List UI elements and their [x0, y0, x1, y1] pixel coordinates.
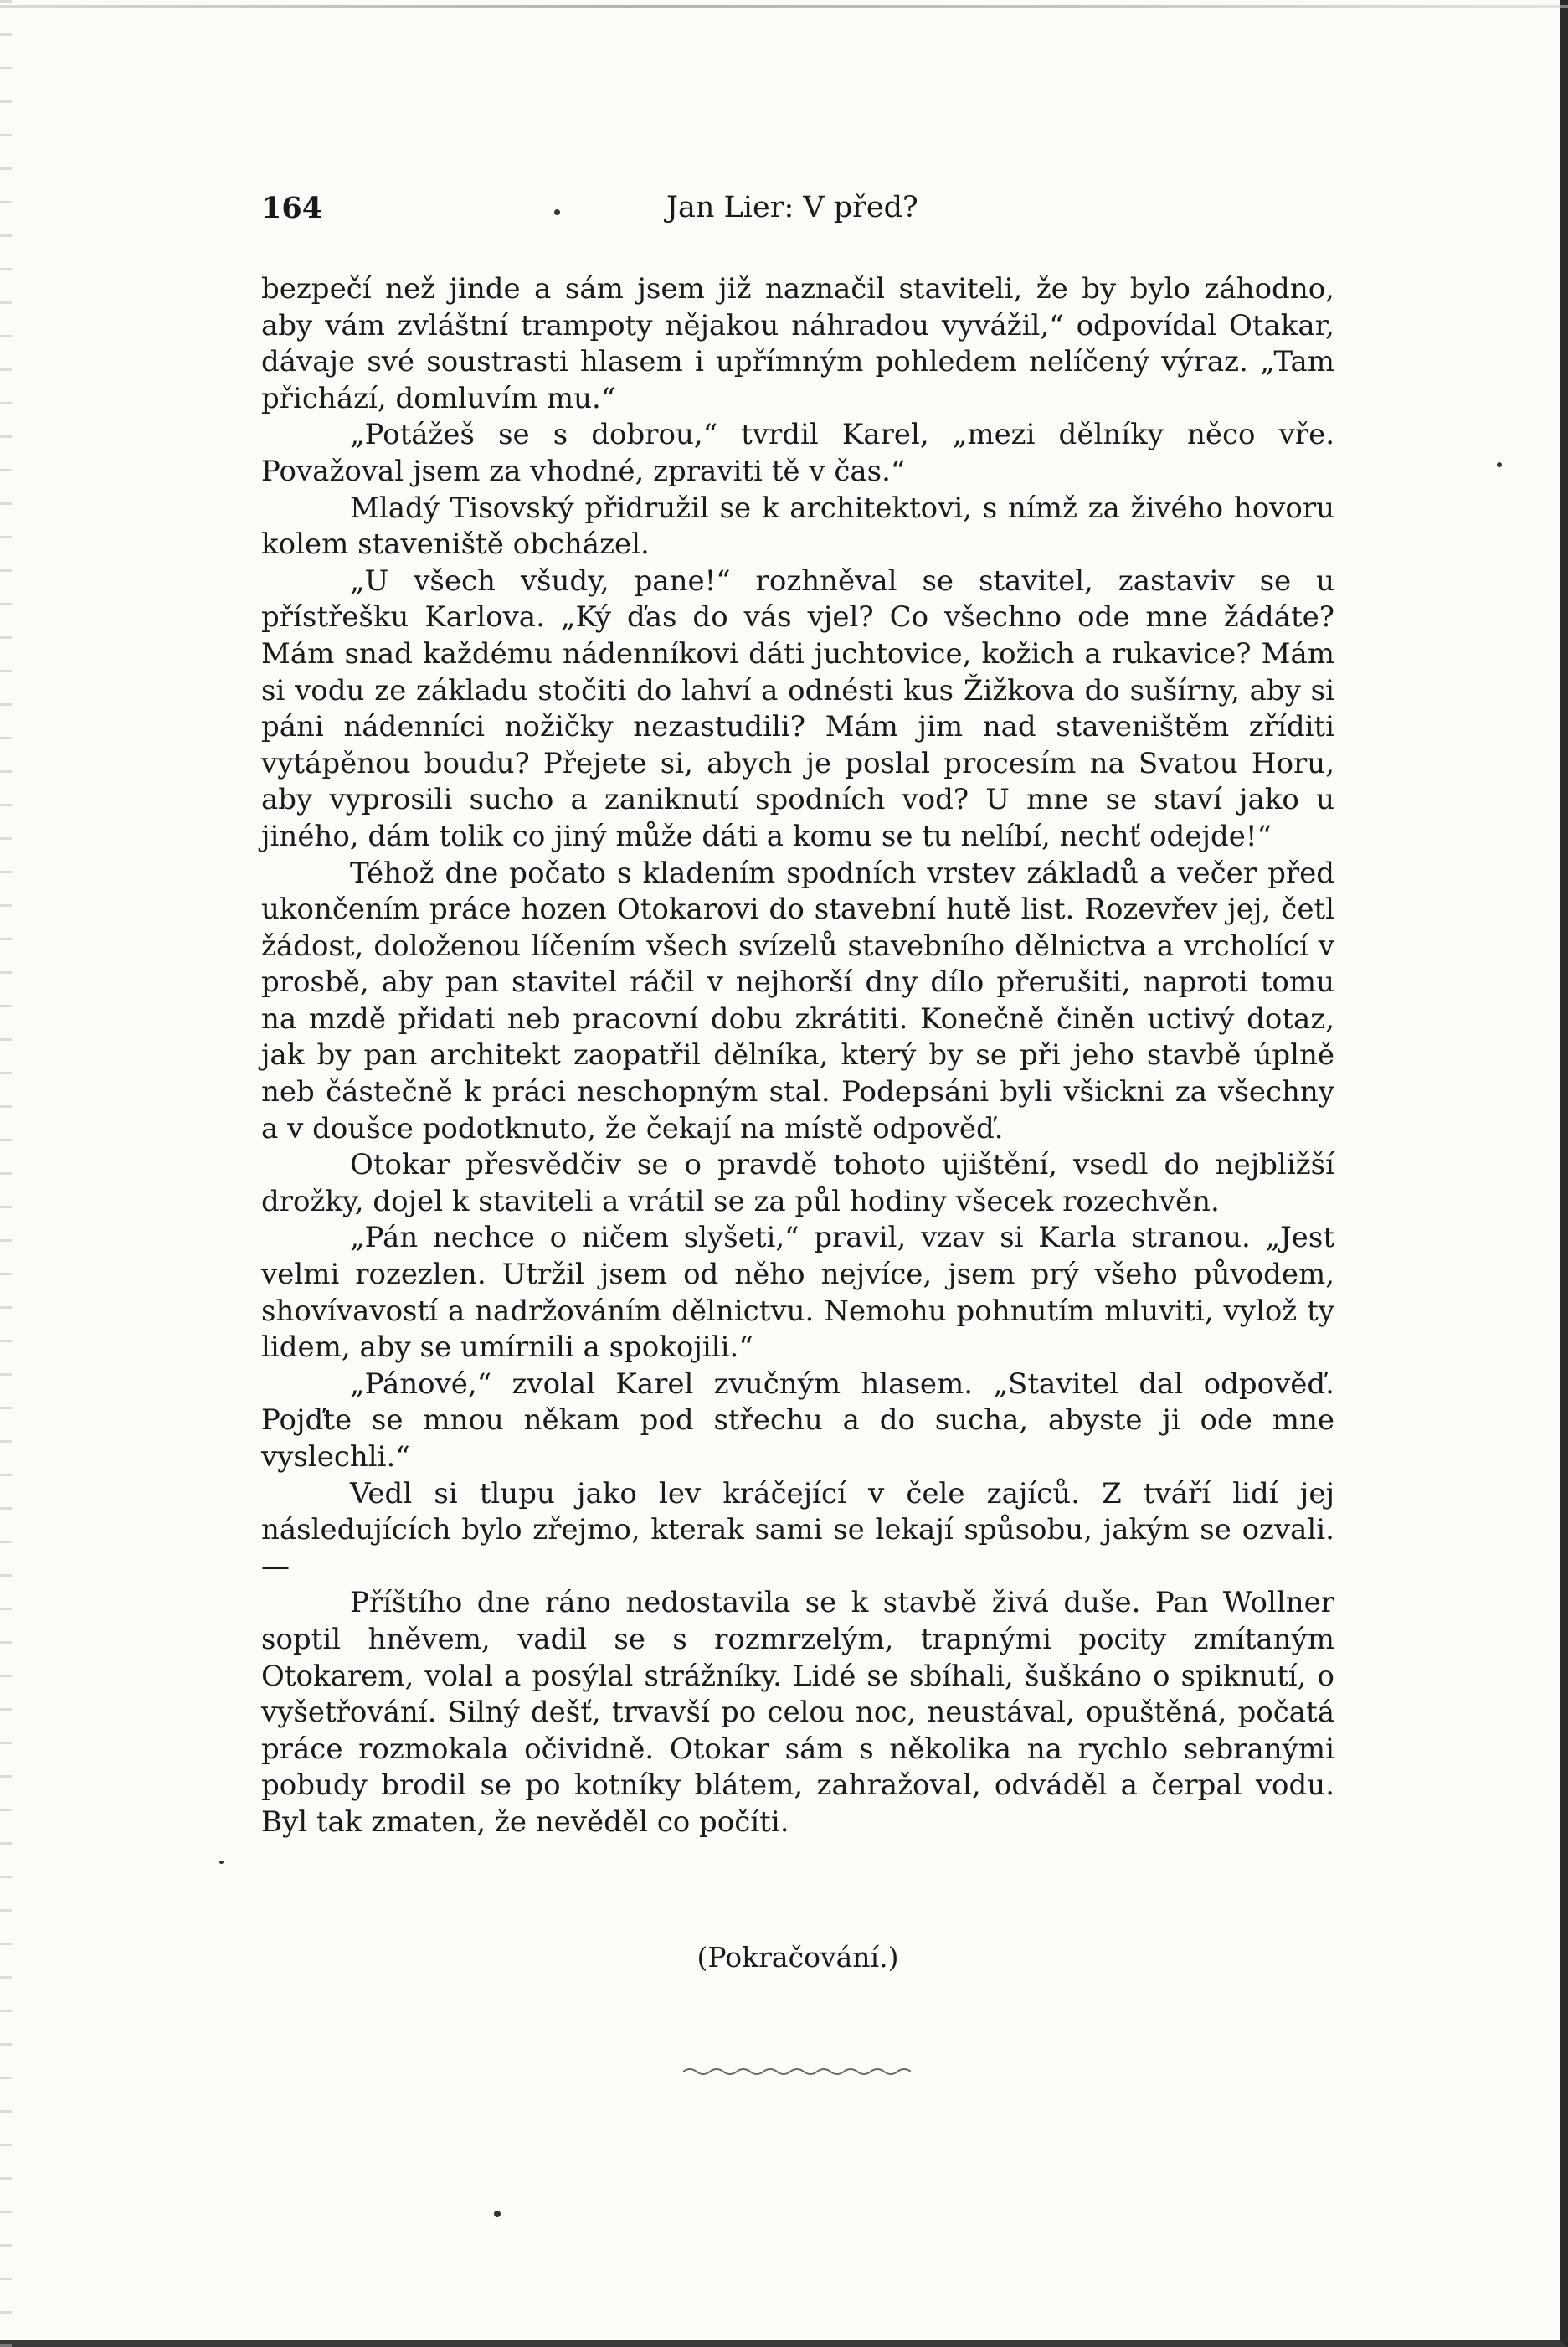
- paragraph-1: bezpečí než jinde a sám jsem již naznačil staviteli, že by bylo záhodno, aby vám zvláštní trampoty nějakou náhradou vyvážil,“ odpovídal Otakar, dávaje své soustrasti hlasem i upřímným pohledem nelíčený výraz. „Tam přichází, domluvím mu.“: [261, 272, 1334, 415]
- body-text: [261, 271, 1334, 1841]
- paragraph-10: Příštího dne ráno nedostavila se k stavbě živá duše. Pan Wollner soptil hněvem, vadil se s rozmrzelým, trapnými pocity zmítaným Otokarem, volal a posýlal strážníky. Lidé se sbíhali, šuškáno o spiknutí, o vyšetřování. Silný dešť, trvavší po celou noc, neustával, opuštěná, počatá práce rozmokala očividně. Otokar sám s několika na rychlo sebranými pobudy brodil se po kotníky blátem, zahražoval, odváděl a čerpal vodu. Byl tak zmaten, že nevěděl co počíti.: [261, 1586, 1334, 1839]
- running-title: Jan Lier: V před?: [666, 191, 918, 224]
- scan-speck: [554, 209, 560, 215]
- page-left-edge: [0, 0, 12, 2347]
- page-header: [261, 191, 1334, 231]
- paragraph-4: „U všech všudy, pane!“ rozhněval se stavitel, zastaviv se u přístřešku Karlova. „Ký ďas do vás vjel? Co všechno ode mne žádáte? Mám snad každému nádenníkovi dáti juchtovice, kožich a rukavice? Mám si vodu ze základu stočiti do lahví a odnésti kus Žižkova do sušírny, aby si páni nádenníci nožičky nezastudili? Mám jim nad staveništěm zříditi vytápěnou boudu? Přejete si, abych je poslal procesím na Svatou Horu, aby vyprosili sucho a zaniknutí spodních vod? U mne se staví jako u jiného, dám tolik co jiný může dáti a komu se tu nelíbí, nechť odejde!“: [261, 564, 1334, 853]
- scan-speck: [494, 2211, 501, 2217]
- paragraph-8: „Pánové,“ zvolal Karel zvučným hlasem. „Stavitel dal odpověď. Pojďte se mnou někam pod střechu a do sucha, abyste ji ode mne vyslechli.“: [261, 1367, 1334, 1474]
- paragraph-3: Mladý Tisovský přidružil se k architektovi, s nímž za živého hovoru kolem staveniště obcházel.: [261, 491, 1334, 562]
- scan-speck: [1497, 462, 1502, 467]
- wavy-divider-ornament: [683, 2065, 911, 2078]
- paragraph-9: Vedl si tlupu jako lev kráčející v čele zajíců. Z tváří lidí jej následujících bylo zřejmo, kterak sami se lekají spůsobu, jakým se ozvali. —: [261, 1476, 1334, 1583]
- continued-note: (Pokračování.): [697, 1941, 899, 1974]
- paragraph-2: „Potážeš se s dobrou,“ tvrdil Karel, „mezi dělníky něco vře. Považoval jsem za vhodné, zpraviti tě v čas.“: [261, 418, 1334, 488]
- paragraph-6: Otokar přesvědčiv se o pravdě tohoto ujištění, vsedl do nejbližší drožky, dojel k staviteli a vrátil se za půl hodiny všecek rozechvěn.: [261, 1148, 1334, 1218]
- page-top-edge: [0, 5, 1568, 8]
- scan-speck: [219, 1861, 224, 1864]
- page-number: 164: [261, 191, 323, 225]
- paragraph-7: „Pán nechce o ničem slyšeti,“ pravil, vzav si Karla stranou. „Jest velmi rozezlen. Utržil jsem od něho nejvíce, jsem prý všeho původem, shovívavostí a nadržováním dělnictvu. Nemohu pohnutím mluviti, vylož ty lidem, aby se umírnili a spokojili.“: [261, 1221, 1334, 1365]
- paragraph-5: Téhož dne počato s kladením spodních vrstev základů a večer před ukončením práce hozen Otokarovi do stavební hutě list. Rozevřev jej, četl žádost, doloženou líčením všech svízelů stavebního dělnictva a vrcholící v prosbě, aby pan stavitel ráčil v nejhorší dny dílo přerušiti, naproti tomu na mzdě přidati neb pracovní dobu zkrátiti. Konečně činěn uctivý dotaz, jak by pan architekt zaopatřil dělníka, který by se při jeho stavbě úplně neb částečně k práci neschopným stal. Podepsáni byli všickni za všechny a v doušce podotknuto, že čekají na místě odpověď.: [261, 856, 1334, 1145]
